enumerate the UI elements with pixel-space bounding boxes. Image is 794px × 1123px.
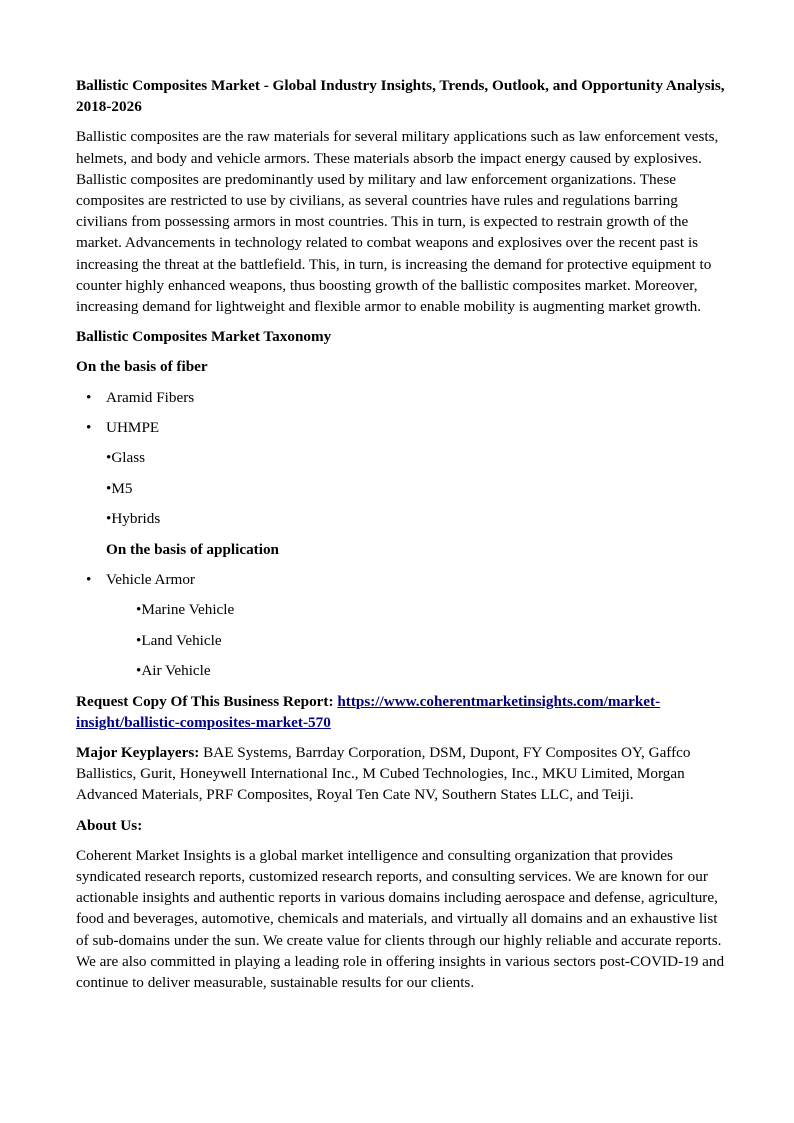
about-paragraph: Coherent Market Insights is a global market intelligence and consulting organization that provides syndicated research reports, customized research reports, and consulting services. We are known for our actionable insights and authentic reports in various domains including aerospace and defense, agriculture, food and beverages, automotive, chemicals and materials, and virtually all domains and an exhaustive list of sub-domains under the sun. We create value for clients through our highly reliable and accurate reports. We are also committed in playing a leading role in offering insights in various sectors post-COVID-19 and continue to deliver measurable, sustainable results for our clients. (76, 846, 725, 991)
keyplayers-text: BAE Systems, Barrday Corporation, DSM, Dupont, FY Composites OY, Gaffco Ballistics, Gurit, Honeywell International Inc., M Cubed Technologies, Inc., MKU Limited, Morgan Advanced Materials, PRF Composites, Royal Ten Cate NV, Southern States LLC, and Teiji. (76, 743, 691, 804)
list-item (76, 417, 726, 438)
report-link[interactable]: https://www.coherentmarketinsights.com/market-insight/ballistic-composites-market-570 (76, 692, 661, 731)
application-heading: On the basis of application (106, 540, 280, 558)
application-sub-item: •Air Vehicle (136, 662, 211, 680)
request-copy-line (76, 691, 726, 733)
list-item (76, 387, 726, 408)
list-item-label: Vehicle Armor (106, 570, 195, 588)
request-copy-label: Request Copy Of This Business Report: (76, 692, 338, 710)
fiber-heading: On the basis of fiber (76, 358, 208, 376)
keyplayers-label: Major Keyplayers: (76, 743, 204, 761)
list-item (76, 569, 726, 590)
document-title: Ballistic Composites Market - Global Industry Insights, Trends, Outlook, and Opportunity Analysis, 2018-2026 (76, 77, 725, 116)
fiber-sub-item: •M5 (106, 479, 133, 497)
application-sub-item: •Land Vehicle (136, 631, 222, 649)
keyplayers-paragraph (76, 742, 726, 806)
bullet-icon: • (86, 570, 92, 588)
fiber-sub-item: •Glass (106, 449, 146, 467)
list-item-label: UHMPE (106, 419, 160, 437)
document-page (76, 75, 726, 1002)
fiber-sub-item: •Hybrids (106, 510, 161, 528)
application-list (76, 569, 726, 590)
bullet-icon: • (86, 419, 92, 437)
bullet-icon: • (86, 388, 92, 406)
taxonomy-heading: Ballistic Composites Market Taxonomy (76, 328, 332, 346)
intro-paragraph: Ballistic composites are the raw materials for several military applications such as law enforcement vests, helmets, and body and vehicle armors. These materials absorb the impact energy caused by explosives. Ballistic composites are predominantly used by military and law enforcement organizations. These composites are restricted to use by civilians, as several countries have rules and regulations barring civilians from possessing armors in most countries. This in turn, is expected to restrain growth of the market. Advancements in technology related to combat weapons and explosives over the recent past is increasing the threat at the battlefield. This, in turn, is increasing the demand for protective equipment to counter highly enhanced weapons, thus boosting growth of the ballistic composites market. Moreover, increasing demand for lightweight and flexible armor to enable mobility is augmenting market growth. (76, 128, 719, 316)
fiber-list (76, 387, 726, 439)
list-item-label: Aramid Fibers (106, 388, 195, 406)
about-heading: About Us: (76, 816, 143, 834)
application-sub-item: •Marine Vehicle (136, 601, 235, 619)
